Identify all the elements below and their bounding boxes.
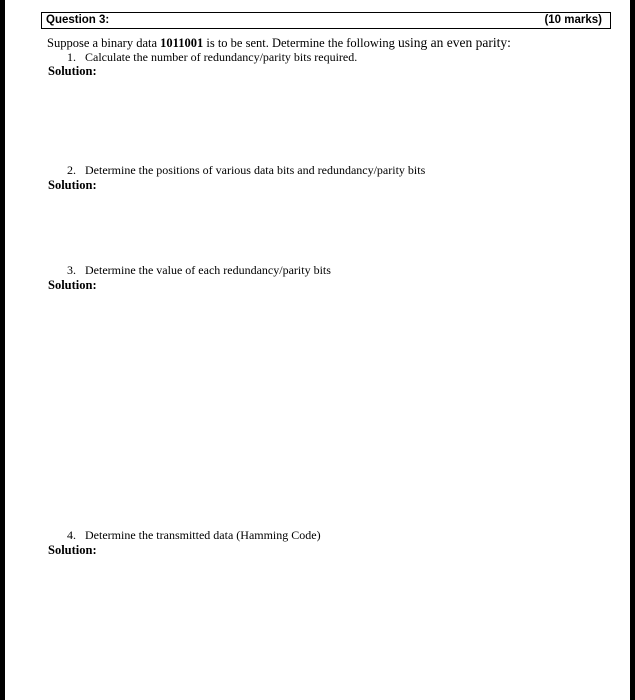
solution-label: Solution: [48,543,97,557]
part-number: 1. [67,50,76,64]
solution-label: Solution: [48,178,97,192]
part-4 [67,528,321,543]
part-text: Determine the value of each redundancy/parity bits [85,263,331,277]
document-page [5,0,630,700]
part-number: 4. [67,528,76,542]
part-text: Calculate the number of redundancy/parity bits required. [85,50,358,64]
solution-label: Solution: [48,278,97,292]
solution-label: Solution: [48,64,97,78]
intro-data-bits: 1011001 [160,36,204,50]
part-number: 2. [67,163,76,177]
part-1 [67,50,357,65]
part-text: Determine the positions of various data bits and redundancy/parity bits [85,163,426,177]
part-number: 3. [67,263,76,277]
intro-tail: using an even parity: [398,35,511,50]
question-intro [47,35,511,51]
question-marks: (10 marks) [544,14,602,26]
question-header [41,12,611,29]
part-2 [67,163,425,178]
part-text: Determine the transmitted data (Hamming Code) [85,528,321,542]
intro-prefix: Suppose a binary data [47,36,161,50]
part-3 [67,263,331,278]
intro-middle: is to be sent. Determine the following [203,36,398,50]
question-title: Question 3: [46,14,110,26]
